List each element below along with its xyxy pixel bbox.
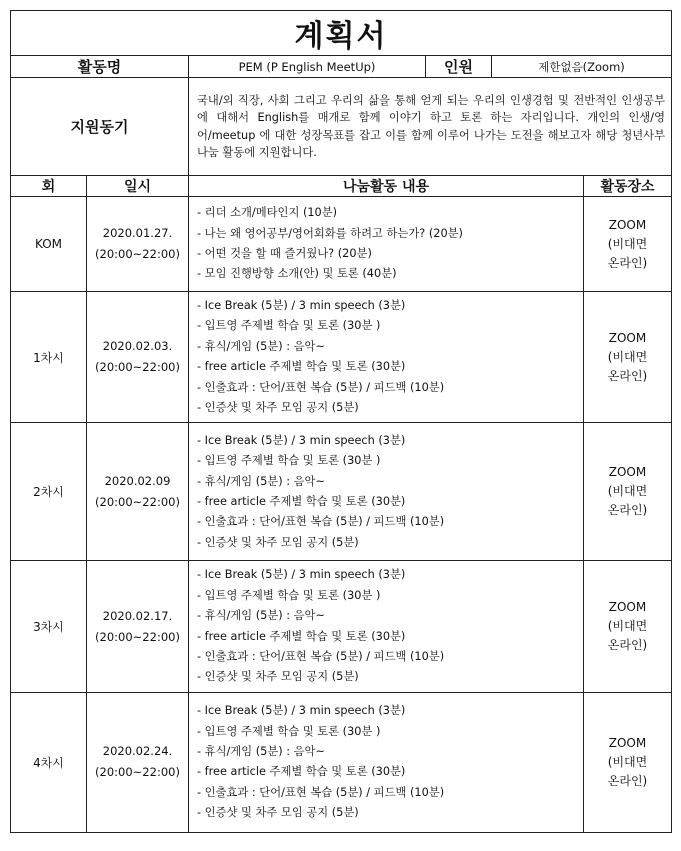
activity-item: - 입트영 주제별 학습 및 토론 (30분 ) <box>197 588 381 602</box>
session-row <box>11 561 672 692</box>
activity-item: - 휴식/게임 (5분) : 음악~ <box>197 474 325 488</box>
title-row <box>11 11 672 56</box>
activity-item: - 휴식/게임 (5분) : 음악~ <box>197 339 325 353</box>
place-line: (비대면 <box>607 619 648 634</box>
activity-item: - free article 주제별 학습 및 토론 (30분) <box>197 765 406 779</box>
activity-item: - 인출효과 : 단어/표현 복습 (5분) / 피드백 (10분) <box>197 380 445 394</box>
session-content <box>189 561 584 692</box>
activity-item: - Ice Break (5분) / 3 min speech (3분) <box>197 704 406 718</box>
session-round: 3차시 <box>11 561 87 692</box>
place-line: 온라인) <box>607 773 648 788</box>
session-datetime <box>87 692 189 832</box>
session-row <box>11 292 672 423</box>
plan-table <box>10 10 672 833</box>
session-datetime <box>87 561 189 692</box>
session-place <box>584 561 672 692</box>
header-row <box>11 176 672 197</box>
place-line: (비대면 <box>607 754 648 769</box>
activity-item: - 입트영 주제별 학습 및 토론 (30분 ) <box>197 319 381 333</box>
header-round: 회 <box>11 176 87 197</box>
activity-list <box>197 431 577 553</box>
session-time: (20:00~22:00) <box>95 247 180 261</box>
activity-item: - 휴식/게임 (5분) : 음악~ <box>197 744 325 758</box>
activity-item: - 리더 소개/메타인지 (10분) <box>197 206 338 220</box>
place-line: 온라인) <box>607 368 648 383</box>
activity-item: - 인출효과 : 단어/표현 복습 (5분) / 피드백 (10분) <box>197 515 445 529</box>
place-line: ZOOM <box>608 735 647 750</box>
session-time: (20:00~22:00) <box>95 629 180 644</box>
place-line: 온라인) <box>607 503 648 518</box>
activity-item: - free article 주제별 학습 및 토론 (30분) <box>197 360 406 374</box>
session-round: 4차시 <box>11 692 87 832</box>
place-line: 온라인) <box>607 638 648 653</box>
place-line: ZOOM <box>608 600 647 615</box>
document-title: 계획서 <box>11 11 672 56</box>
activity-item: - 나는 왜 영어공부/영어회화를 하려고 하는가? (20분) <box>197 226 463 240</box>
session-content <box>189 292 584 423</box>
activity-list <box>197 296 577 418</box>
activity-name: PEM (P English MeetUp) <box>189 56 426 78</box>
activity-item: - 입트영 주제별 학습 및 토론 (30분 ) <box>197 454 381 468</box>
session-time: (20:00~22:00) <box>95 765 180 780</box>
session-date: 2020.02.17. <box>102 608 173 623</box>
session-content <box>189 423 584 561</box>
session-place <box>584 692 672 832</box>
place-line: ZOOM <box>608 465 647 480</box>
motive-label: 지원동기 <box>11 78 189 176</box>
people-value: 제한없음(Zoom) <box>492 56 672 78</box>
place-line: (비대면 <box>607 484 648 499</box>
session-content <box>189 197 584 292</box>
activity-item: - 어떤 것을 할 때 즐거웠나? (20분) <box>197 247 372 260</box>
motive-text: 국내/외 직장, 사회 그리고 우리의 삶을 통해 얻게 되는 우리의 인생경험 및 전반적인 인생공부에 대해서 English를 매개로 함께 이야기 하고 토론 하는 자리입니다. 개인의 인생/영어/meetup 에 대한 성장목표를 잡고 이를 함께 이루어 나가는 도전을 해보고자 해당 청년사부 나눔 활동에 지원합니다. <box>189 78 672 176</box>
session-datetime <box>87 197 189 292</box>
activity-list <box>197 565 577 687</box>
place-line: (비대면 <box>607 236 648 251</box>
activity-item: - free article 주제별 학습 및 토론 (30분) <box>197 629 406 643</box>
activity-item: - free article 주제별 학습 및 토론 (30분) <box>197 494 406 508</box>
session-row <box>11 692 672 832</box>
session-place <box>584 292 672 423</box>
place-line: (비대면 <box>607 349 648 364</box>
activity-item: - 인증샷 및 차주 모임 공지 (5분) <box>197 806 359 820</box>
header-datetime: 일시 <box>87 176 189 197</box>
activity-item: - 인출효과 : 단어/표현 복습 (5분) / 피드백 (10분) <box>197 650 445 664</box>
header-content: 나눔활동 내용 <box>189 176 584 197</box>
session-datetime <box>87 423 189 561</box>
session-date: 2020.01.27. <box>102 226 173 240</box>
place-line: 온라인) <box>607 255 648 270</box>
session-place <box>584 423 672 561</box>
activity-item: - 입트영 주제별 학습 및 토론 (30분 ) <box>197 724 381 738</box>
place-line: ZOOM <box>608 330 647 345</box>
session-place <box>584 197 672 292</box>
session-time: (20:00~22:00) <box>95 494 180 509</box>
header-place: 활동장소 <box>584 176 672 197</box>
place-line: ZOOM <box>608 217 647 232</box>
activity-item: - Ice Break (5분) / 3 min speech (3분) <box>197 299 406 312</box>
session-time: (20:00~22:00) <box>95 360 180 375</box>
activity-item: - 인출효과 : 단어/표현 복습 (5분) / 피드백 (10분) <box>197 785 445 799</box>
activity-item: - 인증샷 및 차주 모임 공지 (5분) <box>197 401 359 415</box>
session-row <box>11 423 672 561</box>
plan-document <box>10 10 671 833</box>
activity-item: - 인증샷 및 차주 모임 공지 (5분) <box>197 670 359 684</box>
session-datetime <box>87 292 189 423</box>
activity-item: - 휴식/게임 (5분) : 음악~ <box>197 609 325 623</box>
session-round: 1차시 <box>11 292 87 423</box>
session-content <box>189 692 584 832</box>
session-row <box>11 197 672 292</box>
session-date: 2020.02.09 <box>104 473 171 488</box>
activity-item: - 인증샷 및 차주 모임 공지 (5분) <box>197 535 359 549</box>
activity-label: 활동명 <box>11 56 189 78</box>
activity-list <box>197 203 577 285</box>
people-label: 인원 <box>426 56 492 78</box>
motive-row <box>11 78 672 176</box>
activity-item: - Ice Break (5분) / 3 min speech (3분) <box>197 433 406 447</box>
session-date: 2020.02.03. <box>102 339 173 354</box>
session-date: 2020.02.24. <box>102 744 173 759</box>
session-round: KOM <box>11 197 87 292</box>
activity-list <box>197 701 577 823</box>
activity-row <box>11 56 672 78</box>
session-round: 2차시 <box>11 423 87 561</box>
activity-item: - 모임 진행방향 소개(안) 및 토론 (40분) <box>197 267 397 281</box>
activity-item: - Ice Break (5분) / 3 min speech (3분) <box>197 568 406 582</box>
